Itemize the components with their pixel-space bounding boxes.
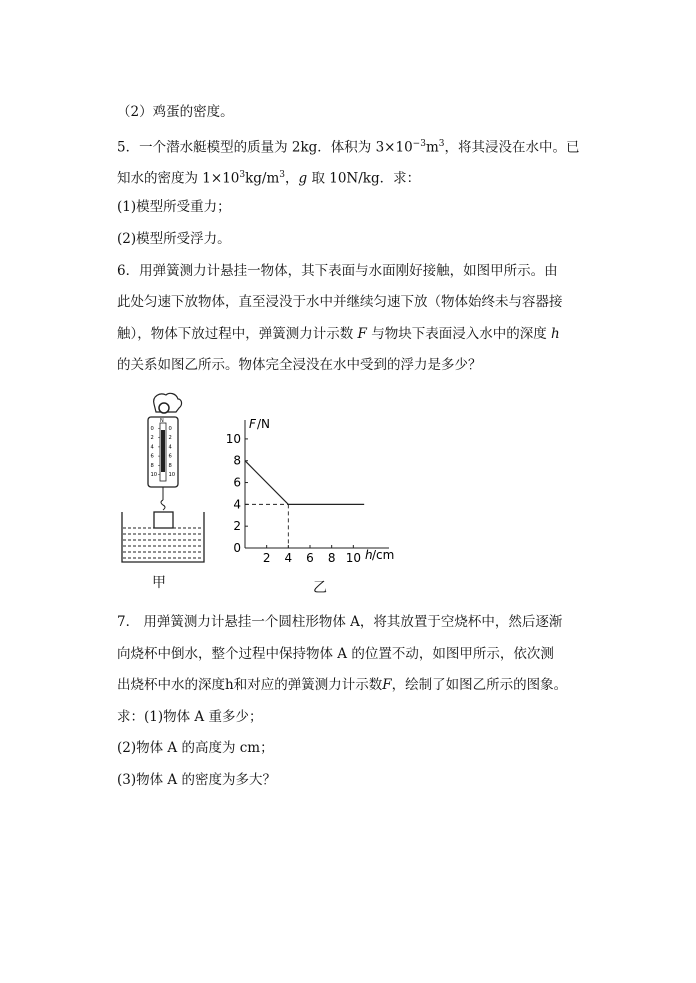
caption-yi: 乙 [313,580,327,596]
y-tick-label: 8 [233,453,241,468]
scale-unit-label: N [160,418,164,424]
y-axis-var: F [249,417,256,431]
question-5-line-2: 知水的密度为 $1\times 10^3kg/m^3$，g 取 10N/kg．求： [117,170,421,187]
scale-tick-left: 0 [150,426,154,432]
x-tick-label: 8 [327,551,336,565]
x-axis-var: h [365,548,373,562]
y-tick-label: 4 [233,497,241,512]
question-6-line-1: 6．用弹簧测力计悬挂一物体，其下表面与水面刚好接触，如图甲所示。由 [117,263,558,279]
spring-scale-indicator [161,430,165,472]
question-7-part-2: (2)物体 A 的高度为 cm； [117,740,274,756]
question-5-line-1: 5．一个潜水艇模型的质量为 2kg．体积为 $3\times 10^{-3}m^3$，将其浸没在水中。已 [117,139,580,156]
y-axis-unit: /N [257,417,271,431]
scale-tick-left: 4 [150,444,154,451]
question-7-line-2: 向烧杯中倒水，整个过程中保持物体 A 的位置不动，如图甲所示，依次测 [117,646,554,662]
x-tick-label: 2 [262,551,271,565]
scale-tick-left: 6 [150,453,154,460]
scale-tick-right: 8 [168,462,172,469]
scale-tick-left: 8 [150,462,154,469]
scale-ring-icon [159,403,169,413]
caption-jia: 甲 [152,575,166,591]
question-4-part-2: （2）鸡蛋的密度。 [117,104,234,120]
scale-tick-left: 2 [150,435,154,442]
question-6-line-4: 的关系如图乙所示。物体完全浸没在水中受到的浮力是多少？ [117,357,482,373]
x-axis-unit: /cm [372,548,395,562]
question-5-part-1: (1)模型所受重力； [117,199,231,215]
x-tick-label: 10 [345,551,361,565]
question-6-line-3: 触），物体下放过程中，弹簧测力计示数 F 与物块下表面浸入水中的深度 h [117,326,560,342]
scale-tick-right: 6 [168,453,172,460]
x-tick-label: 6 [306,551,314,565]
question-6-line-2: 此处匀速下放物体，直至浸没于水中并继续匀速下放（物体始终未与容器接 [117,294,563,310]
scale-tick-right: 2 [168,435,172,442]
y-tick-label: 2 [233,519,241,534]
question-5-part-2: (2)模型所受浮力。 [117,231,231,247]
question-7-line-1: 7． 用弹簧测力计悬挂一个圆柱形物体 A，将其放置于空烧杯中，然后逐渐 [117,614,563,630]
water [123,528,203,558]
question-7-line-3: 出烧杯中水的深度h和对应的弹簧测力计示数F，绘制了如图乙所示的图象。 [117,677,568,693]
spring-scale-apparatus-figure [116,390,216,590]
hook-icon [161,500,165,510]
origin-label: 0 [233,541,241,555]
y-tick-label: 10 [225,431,241,446]
scale-tick-left: 10 [150,472,158,478]
hanging-block [154,512,173,528]
question-7-line-4: 求：(1)物体 A 重多少； [117,709,263,725]
scale-tick-right: 0 [168,426,172,432]
force-depth-chart [225,415,400,600]
series-line-F [245,461,364,505]
scale-tick-right: 10 [168,472,176,478]
question-7-part-3: (3)物体 A 的密度为多大？ [117,772,276,788]
y-tick-label: 6 [233,475,241,490]
scale-tick-right: 4 [168,444,172,451]
x-tick-label: 4 [284,551,293,565]
